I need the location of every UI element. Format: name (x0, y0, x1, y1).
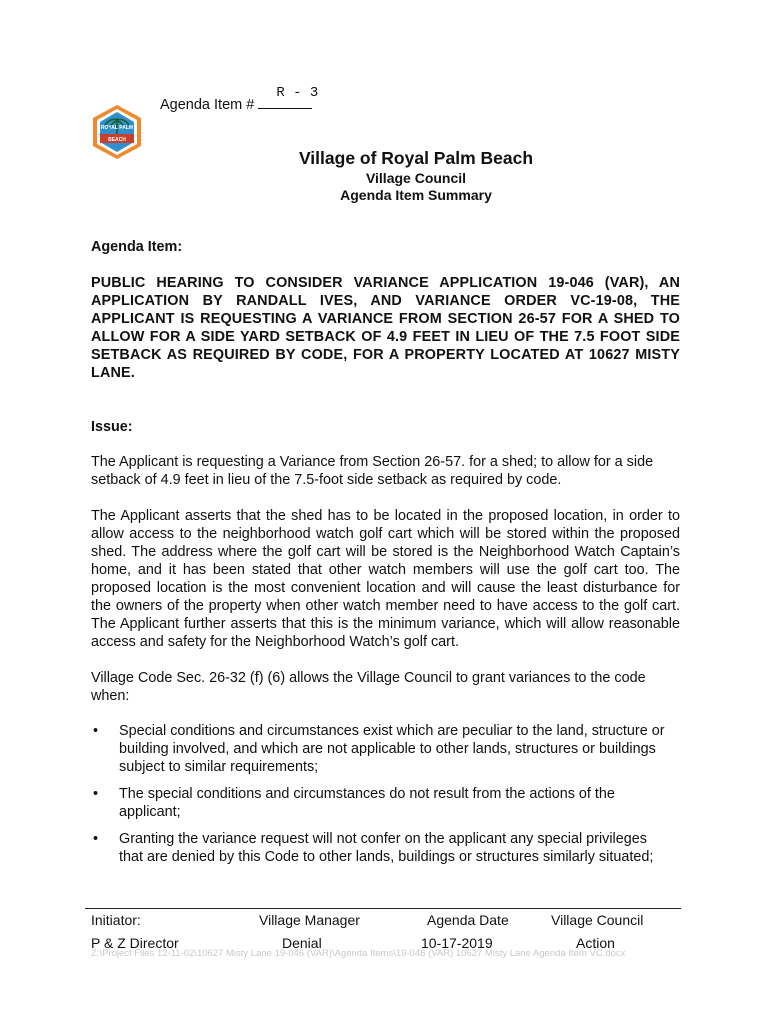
list-item (91, 785, 671, 821)
seal-text-bottom: BEACH (108, 137, 126, 143)
issue-paragraph-2: The Applicant asserts that the shed has to be located in the proposed location, in order to allow access to the neighborhood watch golf cart which will be stored within the proposed shed. The address where the golf cart will be stored is the Neighborhood Watch Captain’s home, and it has been stated that other watch members will use the golf cart too. The proposed location is the most convenient location and will cause the least disturbance for the owners of the property when other watch member need to have access to the golf cart. The Applicant further asserts that this is the minimum variance, which will allow reasonable access and safety for the Neighborhood Watch’s golf cart. (91, 508, 680, 650)
issue-heading: Issue: (91, 419, 133, 435)
criteria-list (91, 722, 671, 875)
agenda-item-number-field (258, 85, 319, 109)
bullet-icon: • (93, 786, 99, 802)
footer-value-initiator: P & Z Director (91, 935, 179, 951)
footer-value-agenda-date: 10-17-2019 (421, 935, 493, 951)
seal-text-top: ROYAL PALM (100, 125, 134, 131)
list-item-text: The special conditions and circumstances do not result from the actions of the applicant; (119, 786, 615, 820)
agenda-item-heading: Agenda Item: (91, 239, 183, 255)
footer-header-initiator: Initiator: (91, 912, 141, 928)
agenda-item-number-line (160, 85, 319, 113)
footer-header-agenda-date: Agenda Date (427, 912, 509, 928)
list-item-text: Special conditions and circumstances exist which are peculiar to the land, structure or building involved, and which are not applicable to other lands, structures or buildings subject to similar requirements; (119, 723, 665, 775)
agenda-item-text: PUBLIC HEARING TO CONSIDER VARIANCE APPLICATION 19-046 (VAR), AN APPLICATION BY RANDALL IVES, AND VARIANCE ORDER VC-19-08, THE APPLICANT IS REQUESTING A VARIANCE FROM SECTION 26-57 FOR A SHED TO ALLOW FOR A SIDE YARD SETBACK OF 4.9 FEET IN LIEU OF THE 7.5 FOOT SIDE SETBACK AS REQUIRED BY CODE, FOR A PROPERTY LOCATED AT 10627 MISTY LANE. (91, 275, 680, 381)
bullet-icon: • (93, 723, 99, 739)
list-item (91, 722, 671, 776)
footer-table (85, 908, 681, 951)
list-item-text: Granting the variance request will not confer on the applicant any special privileges that are denied by this Code to other lands, buildings or structures similarly situated; (119, 831, 654, 865)
page-title: Village of Royal Palm Beach (298, 148, 534, 168)
issue-paragraph-1: The Applicant is requesting a Variance from Section 26-57. for a shed; to allow for a side setback of 4.9 feet in lieu of the 7.5-foot side setback as required by code. (91, 454, 654, 488)
bullet-icon: • (93, 831, 99, 847)
agenda-item-number-label: Agenda Item # (160, 97, 255, 113)
issue-paragraph-3: Village Code Sec. 26-32 (f) (6) allows the Village Council to grant variances to the code when: (91, 670, 646, 704)
footer-value-village-manager: Denial (282, 935, 322, 951)
footer-value-village-council: Action (576, 935, 615, 951)
list-item (91, 830, 671, 866)
page-subtitle: Village Council (365, 170, 467, 186)
footer-header-village-council: Village Council (551, 912, 644, 928)
footer-header-village-manager: Village Manager (259, 912, 360, 928)
file-path: Z:\Project Files 12-11-02\10627 Misty Lane 19-046 (VAR)\Agenda Items\19-046 (VAR) 10627 Misty Lane Agenda Item VC.docx (91, 948, 626, 959)
page-subtitle-2: Agenda Item Summary (340, 187, 492, 203)
agenda-item-number-value: R - 3 (276, 85, 319, 101)
